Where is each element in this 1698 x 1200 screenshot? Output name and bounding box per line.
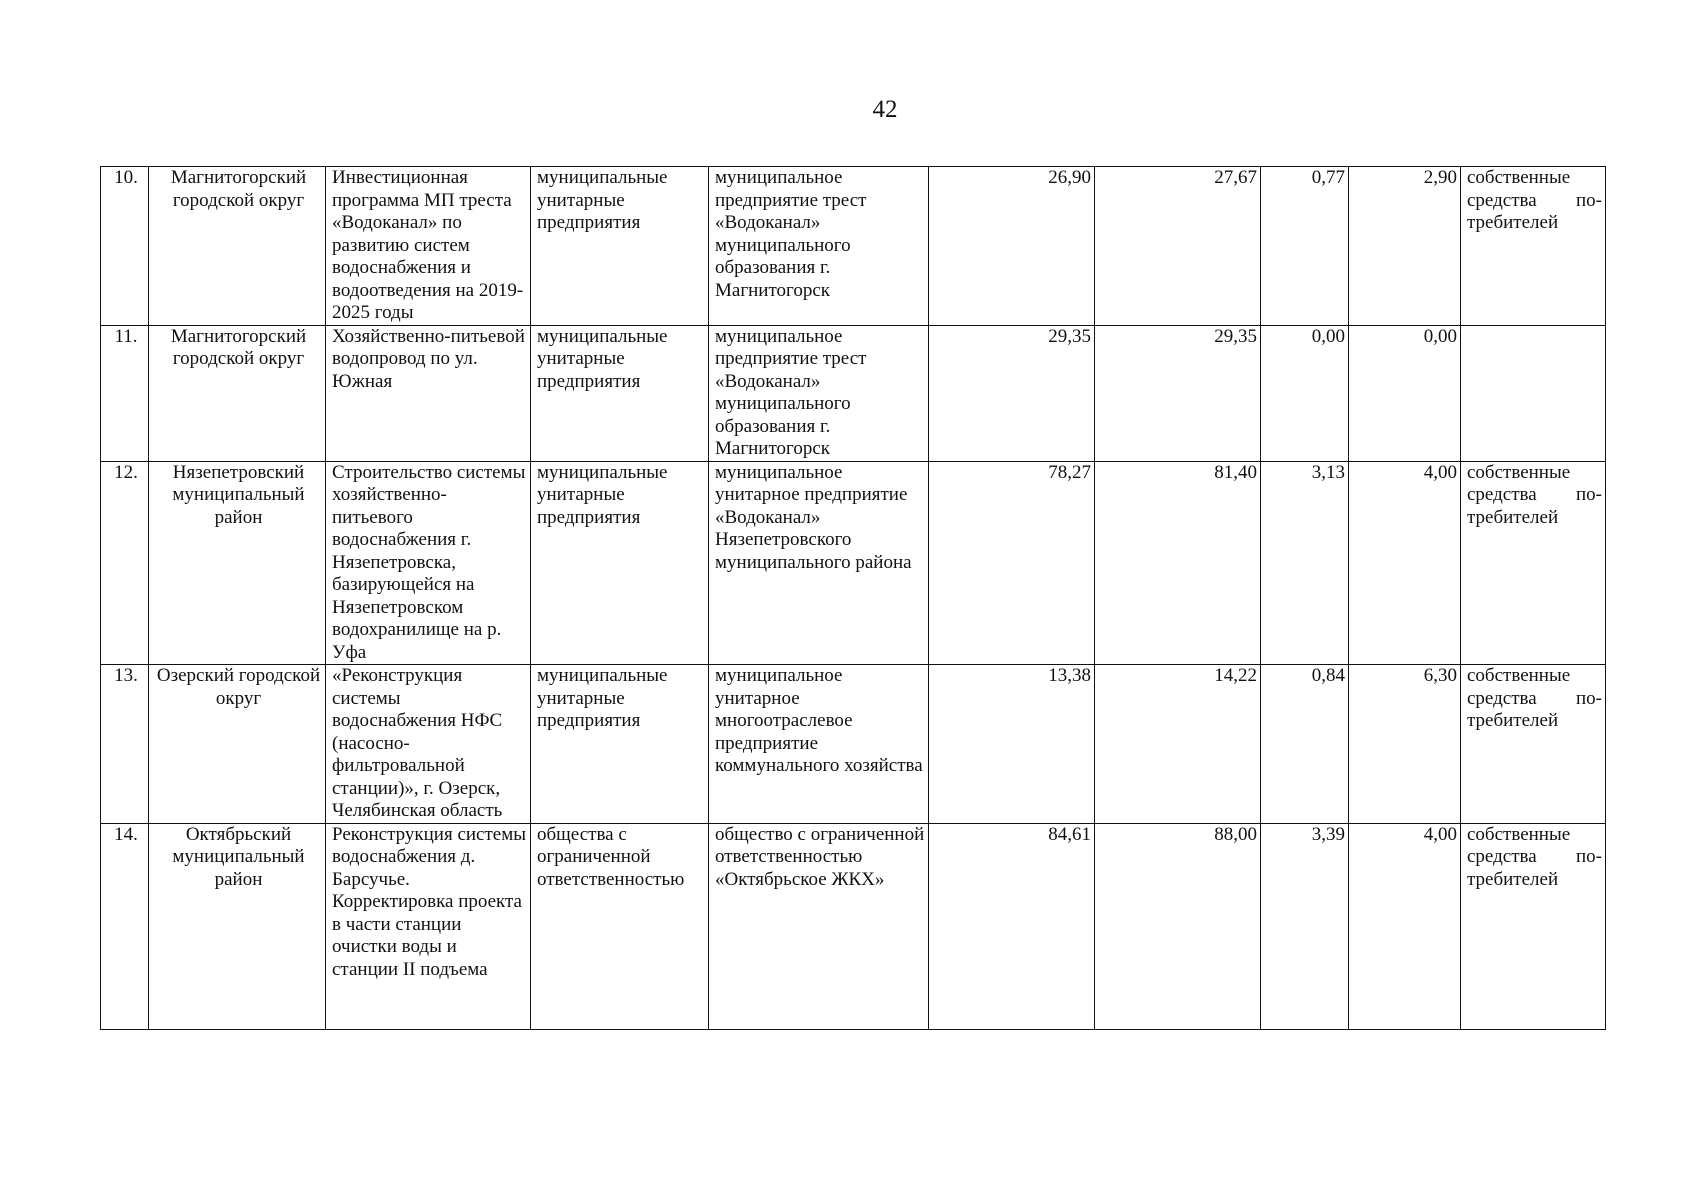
funding-source	[1461, 665, 1606, 824]
value-1: 13,38	[929, 665, 1095, 824]
value-4: 2,90	[1349, 167, 1461, 326]
organization-type: муниципальные унитарные предприятия	[531, 665, 709, 824]
municipality: Октябрьский муниципальный район	[149, 823, 326, 1029]
project-name: Хозяйственно-питьевой водопровод по ул. Южная	[326, 325, 531, 461]
funding-line: средства по-	[1467, 189, 1602, 211]
row-number: 10.	[101, 167, 149, 326]
funding-line: собственные	[1467, 823, 1571, 845]
value-4: 4,00	[1349, 823, 1461, 1029]
funding-line: собственные	[1467, 167, 1571, 188]
row-number: 11.	[101, 325, 149, 461]
value-4: 6,30	[1349, 665, 1461, 824]
organization: муниципальное унитарное многоотраслевое предприятие коммунального хозяйства	[709, 665, 929, 824]
value-3: 0,00	[1261, 325, 1349, 461]
row-number: 14.	[101, 823, 149, 1029]
value-1: 29,35	[929, 325, 1095, 461]
row-number: 13.	[101, 665, 149, 824]
funding-line: требителей	[1467, 868, 1559, 890]
organization: муниципальное унитарное предприятие «Водоканал» Нязепетровского муниципального района	[709, 461, 929, 665]
municipality: Нязепетровский муниципальный район	[149, 461, 326, 665]
value-2: 14,22	[1095, 665, 1261, 824]
organization: муниципальное предприятие трест «Водоканал» муниципального образования г. Магнитогорск	[709, 167, 929, 326]
project-name: «Реконструкция системы водоснабжения НФС (насосно-фильтровальной станции)», г. Озерск, Челябинская область	[326, 665, 531, 824]
value-1: 78,27	[929, 461, 1095, 665]
funding-line: требителей	[1467, 506, 1559, 528]
value-1: 26,90	[929, 167, 1095, 326]
funding-source	[1461, 823, 1606, 1029]
municipality: Озерский городской округ	[149, 665, 326, 824]
organization-type: муниципальные унитарные предприятия	[531, 167, 709, 326]
project-name: Реконструкция системы водоснабжения д. Барсучье. Корректировка проекта в части станции очистки воды и станции II подъема	[326, 823, 531, 1029]
municipality: Магнитогорский городской округ	[149, 325, 326, 461]
value-4: 0,00	[1349, 325, 1461, 461]
table-row	[101, 461, 1606, 665]
funding-source	[1461, 461, 1606, 665]
project-name: Строительство системы хозяйственно-питьевого водоснабжения г. Нязепетровска, базирующейся на Нязепетровском водохранилище на р. Уфа	[326, 461, 531, 665]
organization: муниципальное предприятие трест «Водоканал» муниципального образования г. Магнитогорск	[709, 325, 929, 461]
funding-line: средства по-	[1467, 687, 1602, 709]
organization-type: общества с ограниченной ответственностью	[531, 823, 709, 1029]
row-number: 12.	[101, 461, 149, 665]
table-row	[101, 167, 1606, 326]
funding-line: средства по-	[1467, 846, 1602, 867]
municipality: Магнитогорский городской округ	[149, 167, 326, 326]
funding-line: требителей	[1467, 212, 1559, 233]
value-3: 0,77	[1261, 167, 1349, 326]
value-4: 4,00	[1349, 461, 1461, 665]
funding-line: собственные	[1467, 665, 1571, 686]
value-2: 81,40	[1095, 461, 1261, 665]
value-3: 3,39	[1261, 823, 1349, 1029]
funding-source	[1461, 325, 1606, 461]
organization-type: муниципальные унитарные предприятия	[531, 461, 709, 665]
organization-type: муниципальные унитарные предприятия	[531, 325, 709, 461]
organization: общество с ограниченной ответственностью «Октябрьское ЖКХ»	[709, 823, 929, 1029]
funding-line: собственные	[1467, 461, 1571, 483]
value-2: 88,00	[1095, 823, 1261, 1029]
investment-table	[100, 166, 1606, 1030]
funding-source	[1461, 167, 1606, 326]
value-3: 3,13	[1261, 461, 1349, 665]
table-row	[101, 325, 1606, 461]
funding-line: средства по-	[1467, 484, 1602, 505]
value-1: 84,61	[929, 823, 1095, 1029]
funding-line: требителей	[1467, 710, 1559, 731]
table-row	[101, 823, 1606, 1029]
page-number: 42	[872, 96, 898, 123]
project-name: Инвестиционная программа МП треста «Водоканал» по развитию систем водоснабжения и водоотведения на 2019-2025 годы	[326, 167, 531, 326]
value-2: 27,67	[1095, 167, 1261, 326]
table-row	[101, 665, 1606, 824]
table-body	[101, 167, 1606, 1030]
value-3: 0,84	[1261, 665, 1349, 824]
value-2: 29,35	[1095, 325, 1261, 461]
